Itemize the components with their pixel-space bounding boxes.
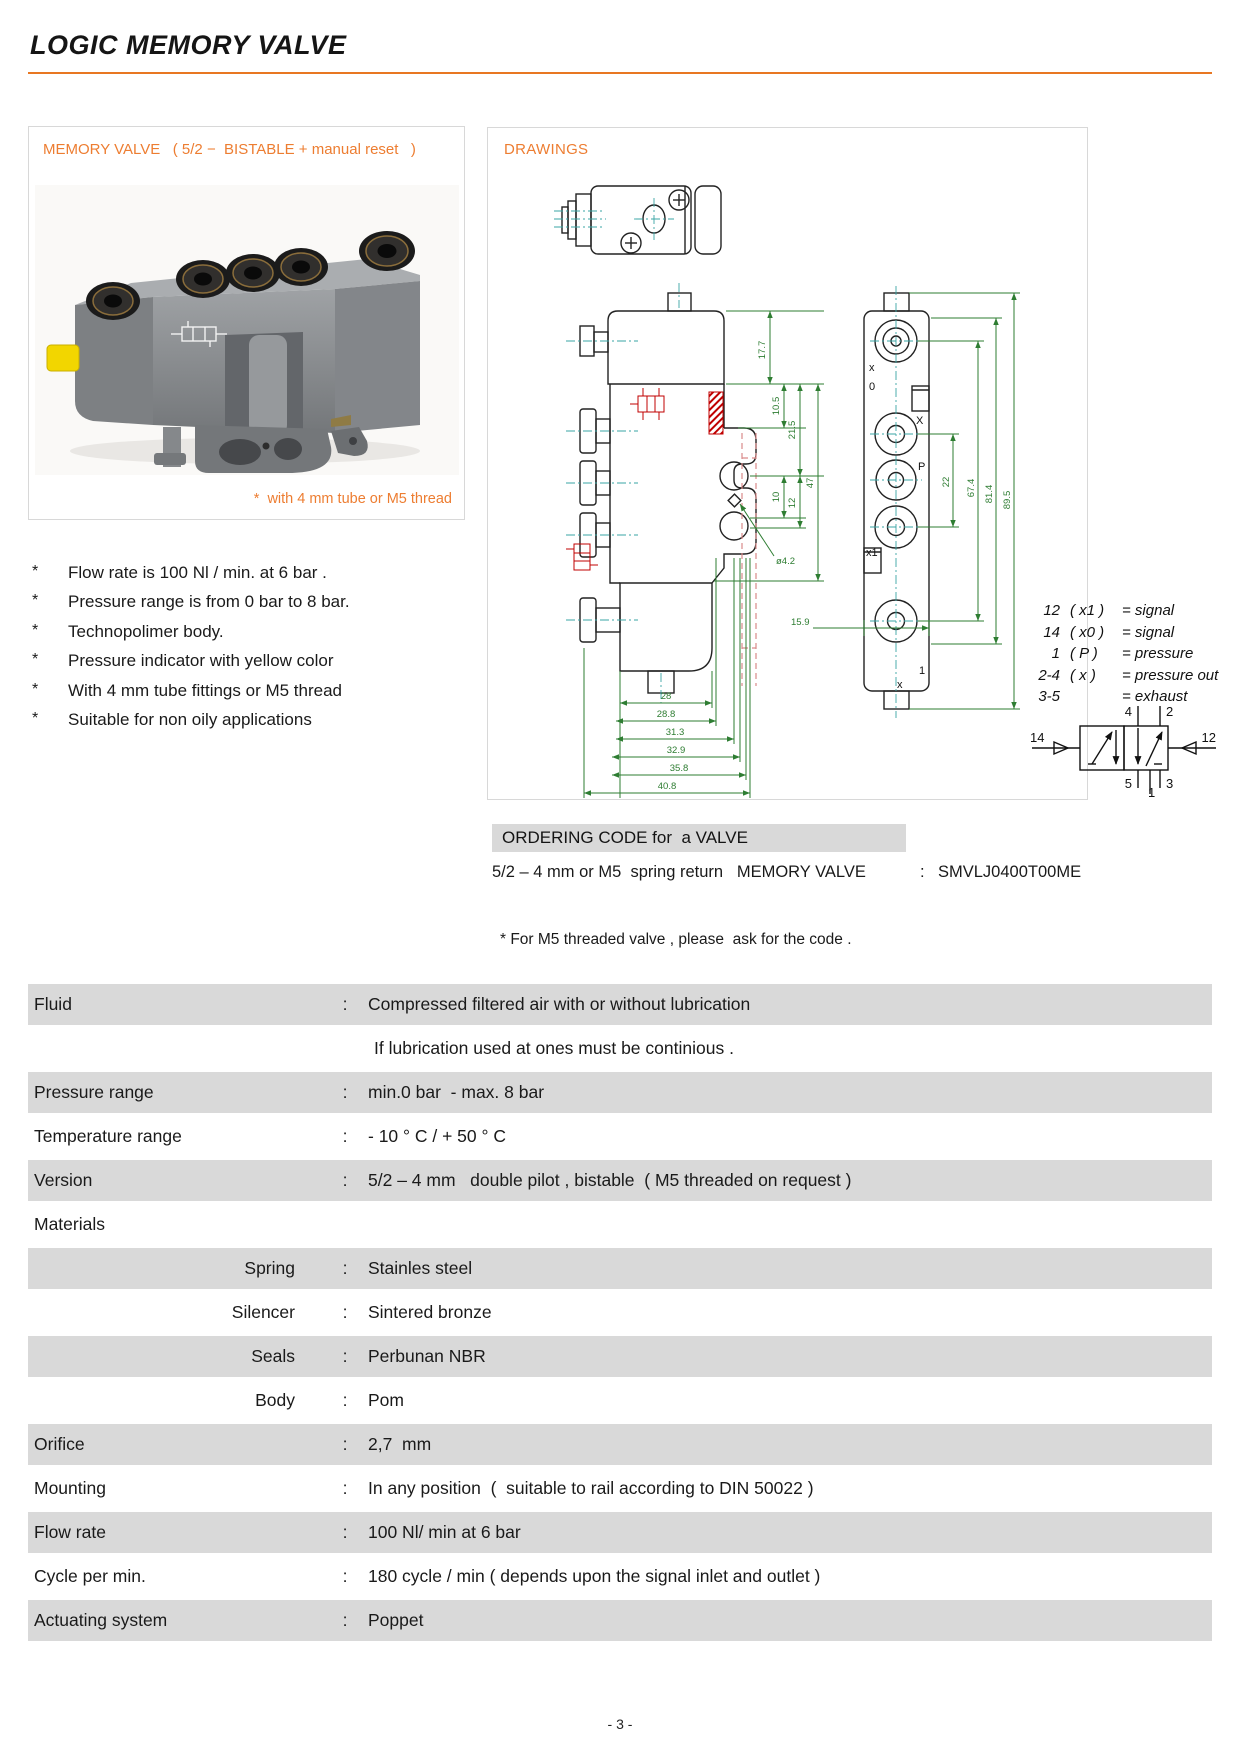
product-caption: * with 4 mm tube or M5 thread — [253, 491, 452, 507]
legend-row: 3-5 = exhaust — [1038, 688, 1188, 705]
port-label-x1: x1 — [866, 547, 878, 559]
red-hatch-detail — [709, 392, 723, 434]
spec-row-spring: Spring : Stainles steel — [28, 1248, 1212, 1289]
legend-row: 1 ( P ) = pressure — [1051, 645, 1194, 662]
bullet-asterisk: * — [32, 592, 39, 610]
symbol-port-1: 1 — [1148, 785, 1156, 798]
spec-row-cycle-per-min: Cycle per min. : 180 cycle / min ( depends upon the signal inlet and outlet ) — [34, 1566, 821, 1586]
spec-table — [28, 984, 1212, 1644]
ordering-note: * For M5 threaded valve , please ask for the code . — [500, 931, 852, 948]
spec-row-body: Body : Pom — [255, 1390, 404, 1410]
symbol-port-3: 3 — [1166, 776, 1174, 791]
spec-row-pressure-range: Pressure range : min.0 bar - max. 8 bar — [28, 1072, 1212, 1113]
dim-28: 28 — [660, 691, 672, 702]
legend-row: 2-4 ( x ) = pressure out — [1038, 666, 1219, 684]
page-number: - 3 - — [607, 1716, 633, 1732]
dim-31-3: 31.3 — [665, 727, 685, 738]
port-label-P: P — [918, 461, 926, 473]
spec-row-fluid: Fluid : Compressed filtered air with or without lubrication — [28, 984, 1212, 1025]
spec-row-materials: Materials — [34, 1214, 105, 1234]
spec-row-silencer: Silencer : Sintered bronze — [231, 1302, 492, 1322]
feature-item: * Technopolimer body. — [28, 622, 468, 651]
feature-item: * Suitable for non oily applications — [28, 710, 468, 739]
dim-47: 47 — [805, 477, 816, 489]
ordering-item: 5/2 – 4 mm or M5 spring return MEMORY VALVE — [492, 863, 866, 881]
dim-35-8: 35.8 — [669, 763, 689, 774]
dim-17-7: 17.7 — [757, 340, 768, 360]
symbol-pilot-12: 12 — [1201, 730, 1216, 745]
spec-row-actuating-system: Actuating system : Poppet — [28, 1600, 1212, 1641]
bullet-asterisk: * — [32, 680, 39, 698]
red-mini-symbol — [630, 388, 664, 420]
feature-item: * Pressure indicator with yellow color — [28, 651, 468, 680]
port-label-x: x — [869, 362, 875, 374]
legend-row: 12 ( x1 ) = signal — [1043, 602, 1175, 619]
legend-row: 14 ( x0 ) = signal — [1043, 623, 1175, 641]
dim-10: 10 — [771, 491, 782, 503]
yellow-indicator — [47, 345, 79, 371]
spec-row-version: Version : 5/2 – 4 mm double pilot , bistable ( M5 threaded on request ) — [28, 1160, 1212, 1201]
bullet-asterisk: * — [32, 563, 39, 580]
page-title: LOGIC MEMORY VALVE — [30, 30, 347, 60]
side-view-centerlines — [566, 283, 679, 703]
product-box — [28, 126, 465, 520]
din-rail-dashed — [742, 433, 756, 686]
dim-10-5: 10.5 — [771, 396, 782, 416]
drawings-box — [487, 127, 1088, 800]
ordering-code-value: SMVLJ0400T00ME — [938, 863, 1082, 881]
bullet-asterisk: * — [32, 709, 39, 727]
port-label-1: 1 — [919, 665, 926, 677]
top-view-centerlines — [554, 198, 674, 240]
feature-list — [28, 563, 468, 739]
dim-21-5: 21.5 — [787, 420, 798, 440]
ordering-code-header: ORDERING CODE for a VALVE — [492, 824, 906, 852]
bullet-asterisk: * — [32, 651, 39, 669]
dim-22: 22 — [941, 476, 952, 488]
spec-row-mounting: Mounting : In any position ( suitable to rail according to DIN 50022 ) — [34, 1478, 814, 1498]
spec-row-seals: Seals : Perbunan NBR — [28, 1336, 1212, 1377]
symbol-port-2: 2 — [1166, 704, 1174, 719]
technical-drawing — [488, 128, 1089, 801]
symbol-port-5: 5 — [1124, 776, 1132, 791]
dim-15-9: 15.9 — [791, 617, 810, 628]
spec-row-flow-rate: Flow rate : 100 Nl/ min at 6 bar — [28, 1512, 1212, 1553]
dim-67-4: 67.4 — [966, 478, 977, 498]
dim-28-8: 28.8 — [656, 709, 676, 720]
pneumatic-symbol — [1020, 698, 1220, 798]
port-label-0: 0 — [869, 381, 876, 393]
spec-row-orifice: Orifice : 2,7 mm — [28, 1424, 1212, 1465]
bullet-asterisk: * — [32, 621, 39, 639]
feature-item: * With 4 mm tube fittings or M5 thread — [28, 681, 468, 710]
spec-row-temperature-range: Temperature range : - 10 ° C / + 50 ° C — [34, 1126, 507, 1146]
symbol-port-4: 4 — [1124, 704, 1132, 719]
top-view — [562, 186, 721, 254]
drawings-title: DRAWINGS — [504, 141, 589, 158]
dim-40-8: 40.8 — [657, 781, 677, 792]
port-label-X: X — [916, 415, 924, 427]
product-box-title: MEMORY VALVE ( 5/2 − BISTABLE + manual reset ) — [43, 141, 416, 158]
dim-12: 12 — [787, 497, 798, 509]
dim-32-9: 32.9 — [666, 745, 686, 756]
port-label-x-bottom: x — [897, 679, 903, 691]
dim-dia-4-2: ø4.2 — [776, 556, 796, 567]
feature-item: * Flow rate is 100 Nl / min. at 6 bar . — [28, 563, 468, 592]
product-photo — [35, 185, 459, 475]
dim-81-4: 81.4 — [984, 484, 995, 504]
symbol-pilot-14: 14 — [1030, 730, 1045, 745]
spec-row-fluid-note: If lubrication used at ones must be continious . — [374, 1038, 734, 1058]
front-view — [864, 293, 929, 709]
ordering-code-line — [492, 863, 1212, 885]
port-legend — [1030, 600, 1220, 708]
feature-item: * Pressure range is from 0 bar to 8 bar. — [28, 592, 468, 621]
dim-89-5: 89.5 — [1002, 490, 1013, 510]
ordering-colon: : — [920, 863, 925, 881]
title-underline — [28, 72, 1212, 74]
side-view — [580, 293, 756, 693]
